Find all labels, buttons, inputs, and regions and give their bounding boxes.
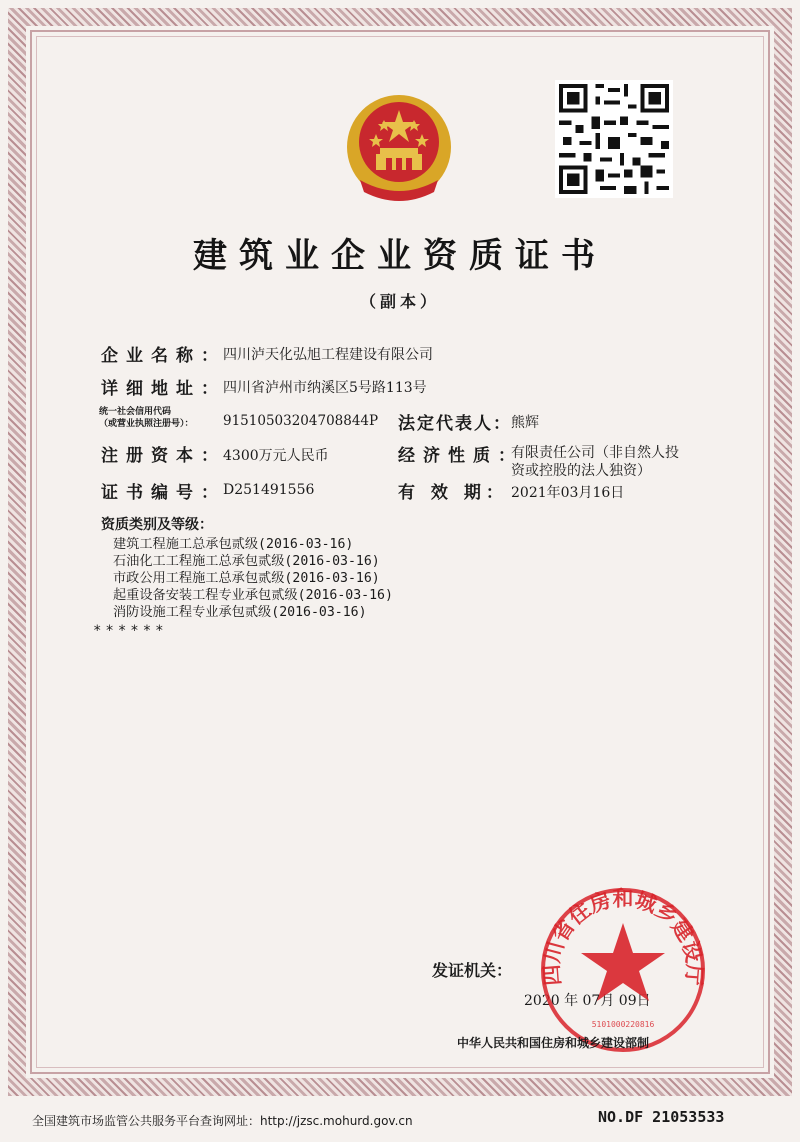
qr-code xyxy=(555,80,673,198)
legal-rep-label: 法定代表人： xyxy=(398,414,512,434)
seal-number: 5101000220816 xyxy=(591,1020,655,1029)
validity-value: 2021年03月16日 xyxy=(511,485,625,501)
registered-capital-label: 注册资本： xyxy=(101,446,226,466)
certificate-number-value: D251491556 xyxy=(223,482,315,498)
qualifications-section xyxy=(93,514,393,639)
end-stars: ****** xyxy=(93,623,168,639)
ministry-line: 中华人民共和国住房和城乡建设部制 xyxy=(457,1036,650,1050)
validity-label: 有 效 期： xyxy=(398,483,508,503)
credit-code-label-line1: 统一社会信用代码 xyxy=(99,407,172,417)
economic-nature-label: 经济性质： xyxy=(398,446,523,466)
address-label: 详细地址： xyxy=(101,379,226,399)
certificate-number-label: 证书编号： xyxy=(101,483,226,503)
company-name-label: 企业名称： xyxy=(101,346,226,366)
economic-nature-value-line2: 资或控股的法人独资） xyxy=(511,463,651,479)
national-emblem-icon xyxy=(340,92,458,204)
economic-nature-value-line1: 有限责任公司（非自然人投 xyxy=(511,445,679,461)
issuer-label: 发证机关： xyxy=(432,961,513,980)
serial-number: NO.DF 21053533 xyxy=(598,1108,725,1126)
qualifications-title: 资质类别及等级： xyxy=(101,517,213,533)
issue-date: 2020 年 07月 09日 xyxy=(524,993,651,1009)
legal-rep-value: 熊辉 xyxy=(511,415,539,431)
certificate-title: 建筑业企业资质证书 xyxy=(193,236,607,276)
seal-text: 四川省住房和城乡建设厅 xyxy=(538,885,708,987)
company-name-value: 四川泸天化弘旭工程建设有限公司 xyxy=(223,347,433,363)
qualification-item: 起重设备安装工程专业承包贰级(2016-03-16) xyxy=(113,588,393,603)
qualification-item: 建筑工程施工总承包贰级(2016-03-16) xyxy=(113,537,354,552)
address-value: 四川省泸州市纳溪区5号路113号 xyxy=(223,380,427,396)
official-seal-icon xyxy=(538,885,708,1055)
credit-code-value: 91510503204708844P xyxy=(223,413,379,429)
qualification-item: 消防设施工程专业承包贰级(2016-03-16) xyxy=(113,605,367,620)
registered-capital-value: 4300万元人民币 xyxy=(223,448,329,464)
credit-code-label-line2: （或营业执照注册号）： xyxy=(99,419,194,429)
query-website: 全国建筑市场监管公共服务平台查询网址：http://jzsc.mohurd.gov.cn xyxy=(32,1114,413,1128)
qualification-item: 市政公用工程施工总承包贰级(2016-03-16) xyxy=(113,571,380,586)
qualification-item: 石油化工工程施工总承包贰级(2016-03-16) xyxy=(113,554,380,569)
certificate-subtitle: （副本） xyxy=(359,292,440,311)
